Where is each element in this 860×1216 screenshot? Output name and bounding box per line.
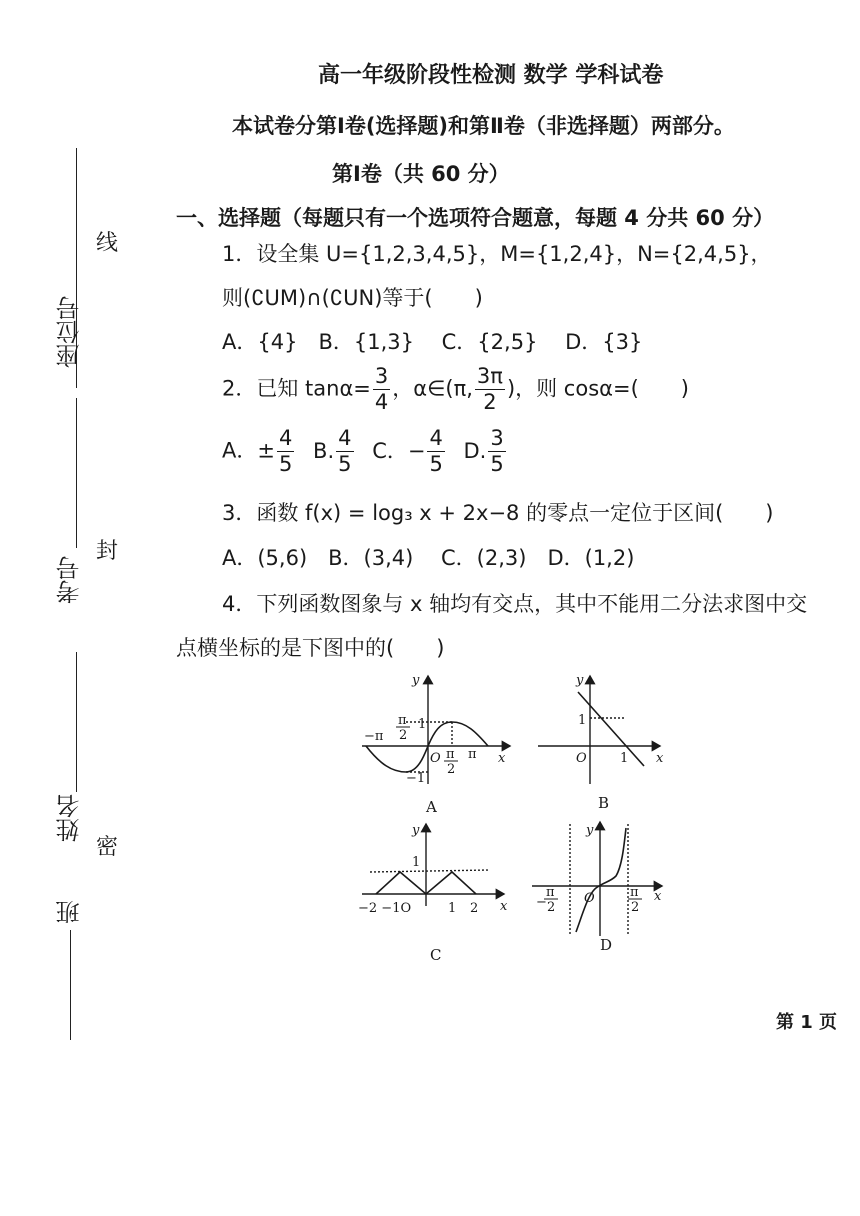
q2-frac-tan: $\frac{3}{4}$: [374, 364, 389, 414]
graph-a-x-label: x: [498, 751, 506, 766]
graph-b-caption: B: [598, 794, 610, 812]
q2-prefix: 2．已知 tanα=: [222, 376, 371, 401]
graph-a-labels: [364, 673, 506, 816]
q3-line: 3．函数 f(x) = log₃ x + 2x−8 的零点一定位于区间( ): [222, 501, 774, 525]
svg-text:2: 2: [399, 728, 408, 743]
seal-char-xian: 线: [96, 231, 119, 256]
graph-c-tick-1: 1: [448, 901, 457, 916]
graph-b-labels: [575, 673, 664, 812]
q2-options: A．± $\frac{4}{5}$ B. $\frac{4}{5}$ C．− $\frac{4}{5}$ D. $\frac{3}{5}$: [222, 426, 504, 476]
q2-mid: ，α∈(π,: [392, 376, 473, 401]
q1-line1: 1．设全集 U={1,2,3,4,5}，M={1,2,4}，N={2,4,5}，: [222, 242, 772, 266]
class-label: 班: [56, 900, 84, 924]
page-number: 第 1 页: [776, 1012, 838, 1033]
q1-line2: 则(∁UM)∩(∁UN)等于( ): [222, 286, 483, 310]
graph-a-caption: A: [426, 798, 437, 816]
graph-c-one: 1: [412, 855, 421, 870]
intro-text: 本试卷分第Ⅰ卷(选择题)和第Ⅱ卷（非选择题）两部分。: [232, 114, 735, 138]
graph-b: [538, 676, 660, 784]
graph-d: [532, 822, 662, 936]
graph-b-origin: O: [576, 751, 587, 766]
graph-a-neg-one: −1: [406, 771, 426, 786]
graph-c: [362, 824, 504, 906]
graph-c-tick-2: 2: [470, 901, 479, 916]
graph-a-y-label: y: [412, 673, 420, 688]
svg-text:−: −: [536, 895, 547, 910]
svg-text:2: 2: [447, 762, 456, 777]
seat-label: 座位号: [56, 296, 84, 368]
section1-heading: 一、选择题（每题只有一个选项符合题意，每题 4 分共 60 分）: [176, 206, 775, 230]
svg-text:π: π: [446, 747, 455, 762]
svg-text:π: π: [546, 885, 555, 900]
svg-text:π: π: [398, 713, 407, 728]
graph-b-one-y: 1: [578, 713, 587, 728]
graph-c-caption: C: [430, 946, 442, 964]
q2-suffix: )，则 cosα=( ): [506, 376, 689, 401]
svg-text:2: 2: [547, 900, 556, 915]
graph-b-x-label: x: [656, 751, 664, 766]
q1-options: A．{4} B．{1,3} C．{2,5} D．{3}: [222, 330, 643, 354]
page-title: 高一年级阶段性检测 数学 学科试卷: [318, 63, 664, 88]
svg-text:2: 2: [631, 900, 640, 915]
graph-a-origin: O: [430, 751, 441, 766]
q3-options: A．(5,6) B．(3,4) C．(2,3) D．(1,2): [222, 546, 635, 570]
seal-char-feng: 封: [96, 539, 119, 564]
q4-line1: 4．下列函数图象与 x 轴均有交点，其中不能用二分法求图中交: [222, 592, 808, 616]
binding-line-4: [70, 930, 71, 1040]
graph-d-labels: [536, 823, 662, 954]
graph-c-x-label: x: [500, 899, 508, 914]
graph-b-one-x: 1: [620, 751, 629, 766]
graph-d-y-label: y: [586, 823, 594, 838]
graph-a: [362, 676, 510, 784]
part1-heading: 第Ⅰ卷（共 60 分）: [332, 162, 510, 186]
graph-a-one: 1: [418, 717, 427, 732]
binding-line-2: [76, 398, 77, 548]
binding-line-3: [76, 652, 77, 792]
graph-d-origin: O: [584, 891, 595, 906]
graph-d-caption: D: [600, 936, 613, 954]
graph-c-y-label: y: [412, 823, 420, 838]
graph-a-pi: π: [468, 747, 477, 762]
name-label: 姓名: [56, 794, 84, 842]
graph-b-line: [578, 692, 644, 766]
q4-line2: 点横坐标的是下图中的( ): [176, 636, 445, 660]
graphs-figure: [340, 666, 680, 966]
seal-char-mi: 密: [96, 835, 119, 860]
graph-d-curve: [576, 828, 626, 932]
graph-d-x-label: x: [654, 889, 662, 904]
q2-line: [222, 366, 689, 413]
graph-a-neg-pi: −π: [364, 729, 384, 744]
svg-text:π: π: [630, 885, 639, 900]
exam-no-label: 考号: [56, 556, 84, 604]
graph-b-y-label: y: [576, 673, 584, 688]
q2-frac-interval: $\frac{3\pi}{2}$: [476, 364, 503, 414]
graph-c-neg-ticks: −2 −1O: [358, 901, 412, 916]
